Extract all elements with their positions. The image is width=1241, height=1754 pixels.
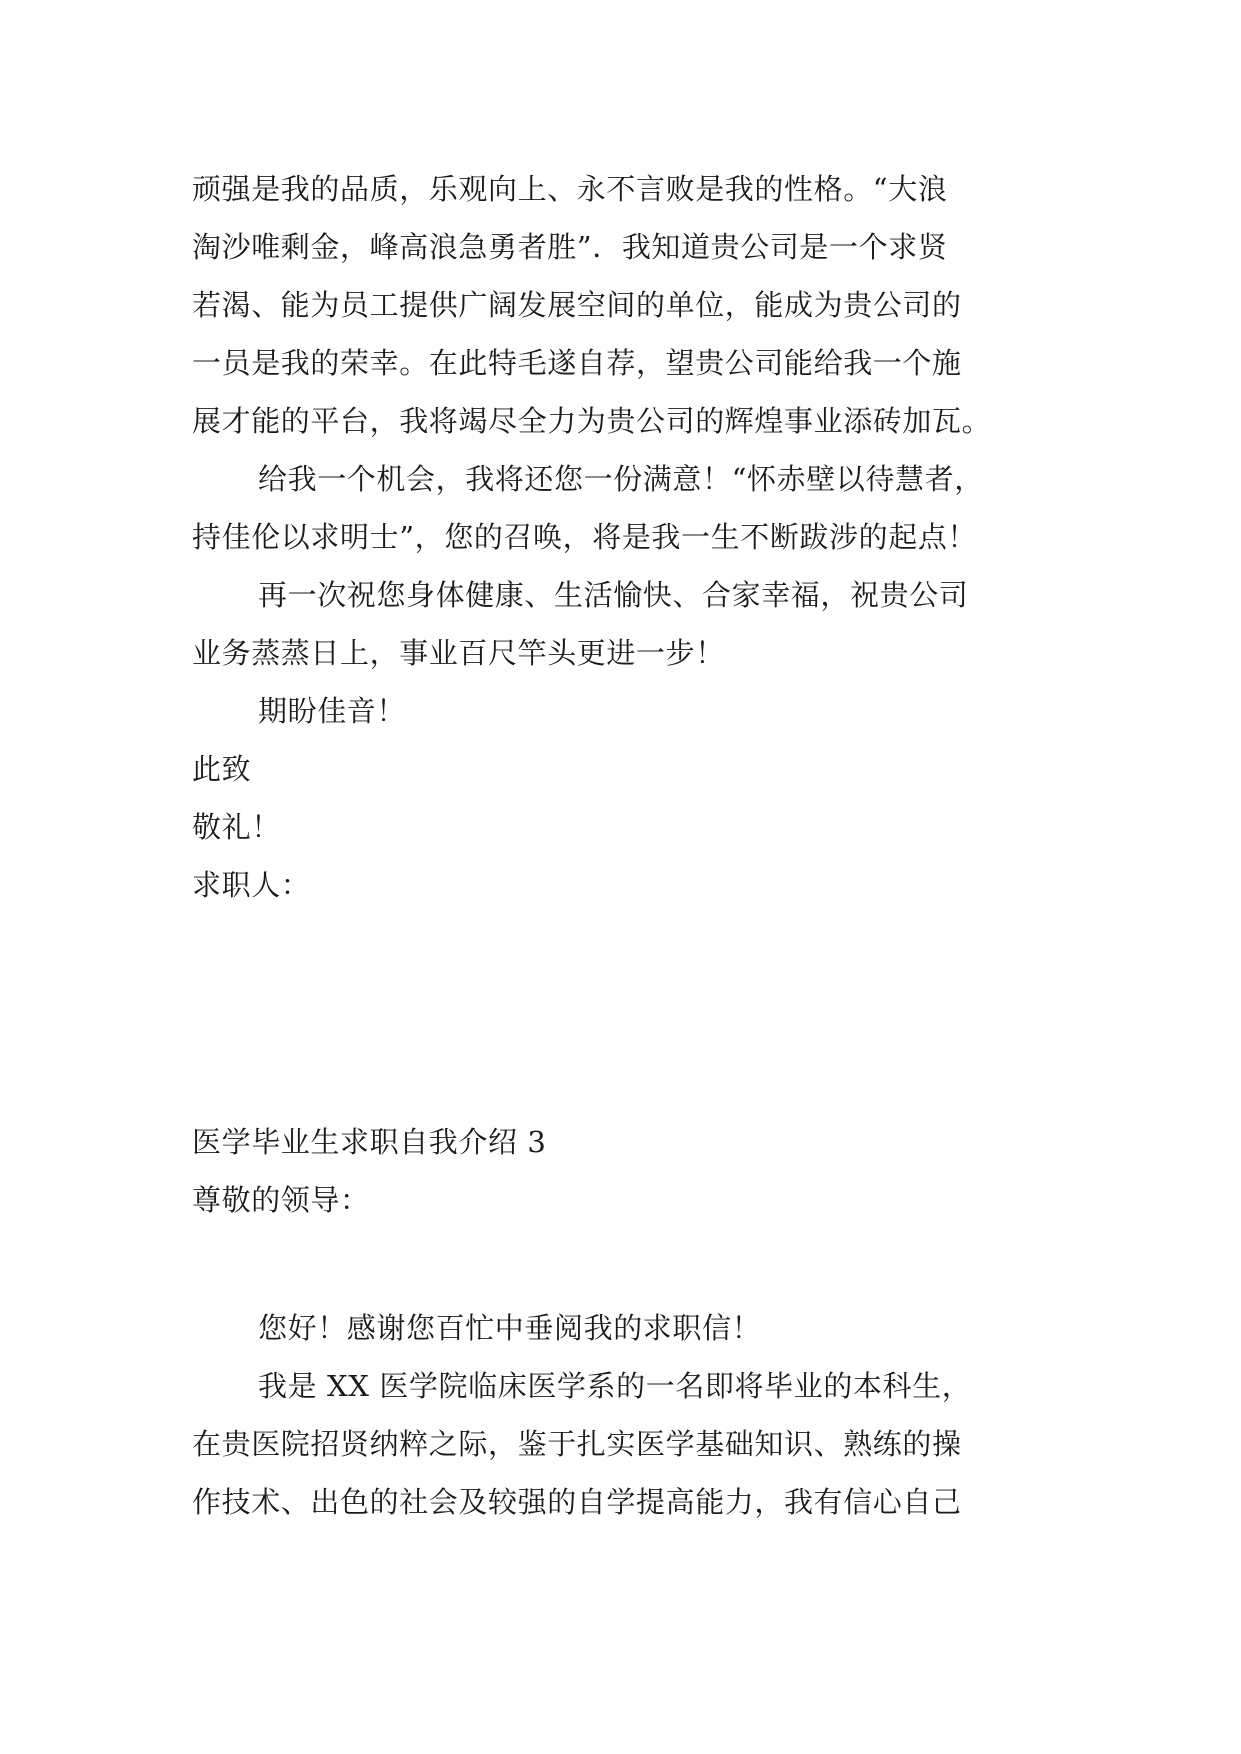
body-line: 再一次祝您身体健康、生活愉快、合家幸福，祝贵公司 [258,578,969,612]
body-line: 我是 XX 医学院临床医学系的一名即将毕业的本科生， [258,1369,972,1403]
signature-label: 求职人： [192,868,311,902]
body-line: 顽强是我的品质，乐观向上、永不言败是我的性格。“大浪 [192,172,948,206]
body-line: 作技术、出色的社会及较强的自学提高能力，我有信心自己 [192,1485,962,1519]
body-line: 给我一个机会，我将还您一份满意！“怀赤壁以待慧者， [258,462,984,496]
closing-line: 敬礼！ [192,810,281,844]
closing-line: 此致 [192,752,252,786]
body-line: 若渴、能为员工提供广阔发展空间的单位，能成为贵公司的 [192,288,962,322]
body-line: 持佳伦以求明士”，您的召唤，将是我一生不断跋涉的起点！ [192,520,978,554]
body-line: 一员是我的荣幸。在此特毛遂自荐，望贵公司能给我一个施 [192,346,962,380]
body-line: 期盼佳音！ [258,694,407,728]
section-title: 医学毕业生求职自我介绍 3 [192,1125,547,1159]
salutation: 尊敬的领导： [192,1183,370,1217]
body-line: 淘沙唯剩金，峰高浪急勇者胜”．我知道贵公司是一个求贤 [192,230,948,264]
body-line: 业务蒸蒸日上，事业百尺竿头更进一步！ [192,636,725,670]
body-line: 展才能的平台，我将竭尽全力为贵公司的辉煌事业添砖加瓦。 [192,404,992,438]
body-line: 您好！感谢您百忙中垂阅我的求职信！ [258,1311,762,1345]
body-line: 在贵医院招贤纳粹之际，鉴于扎实医学基础知识、熟练的操 [192,1427,962,1461]
